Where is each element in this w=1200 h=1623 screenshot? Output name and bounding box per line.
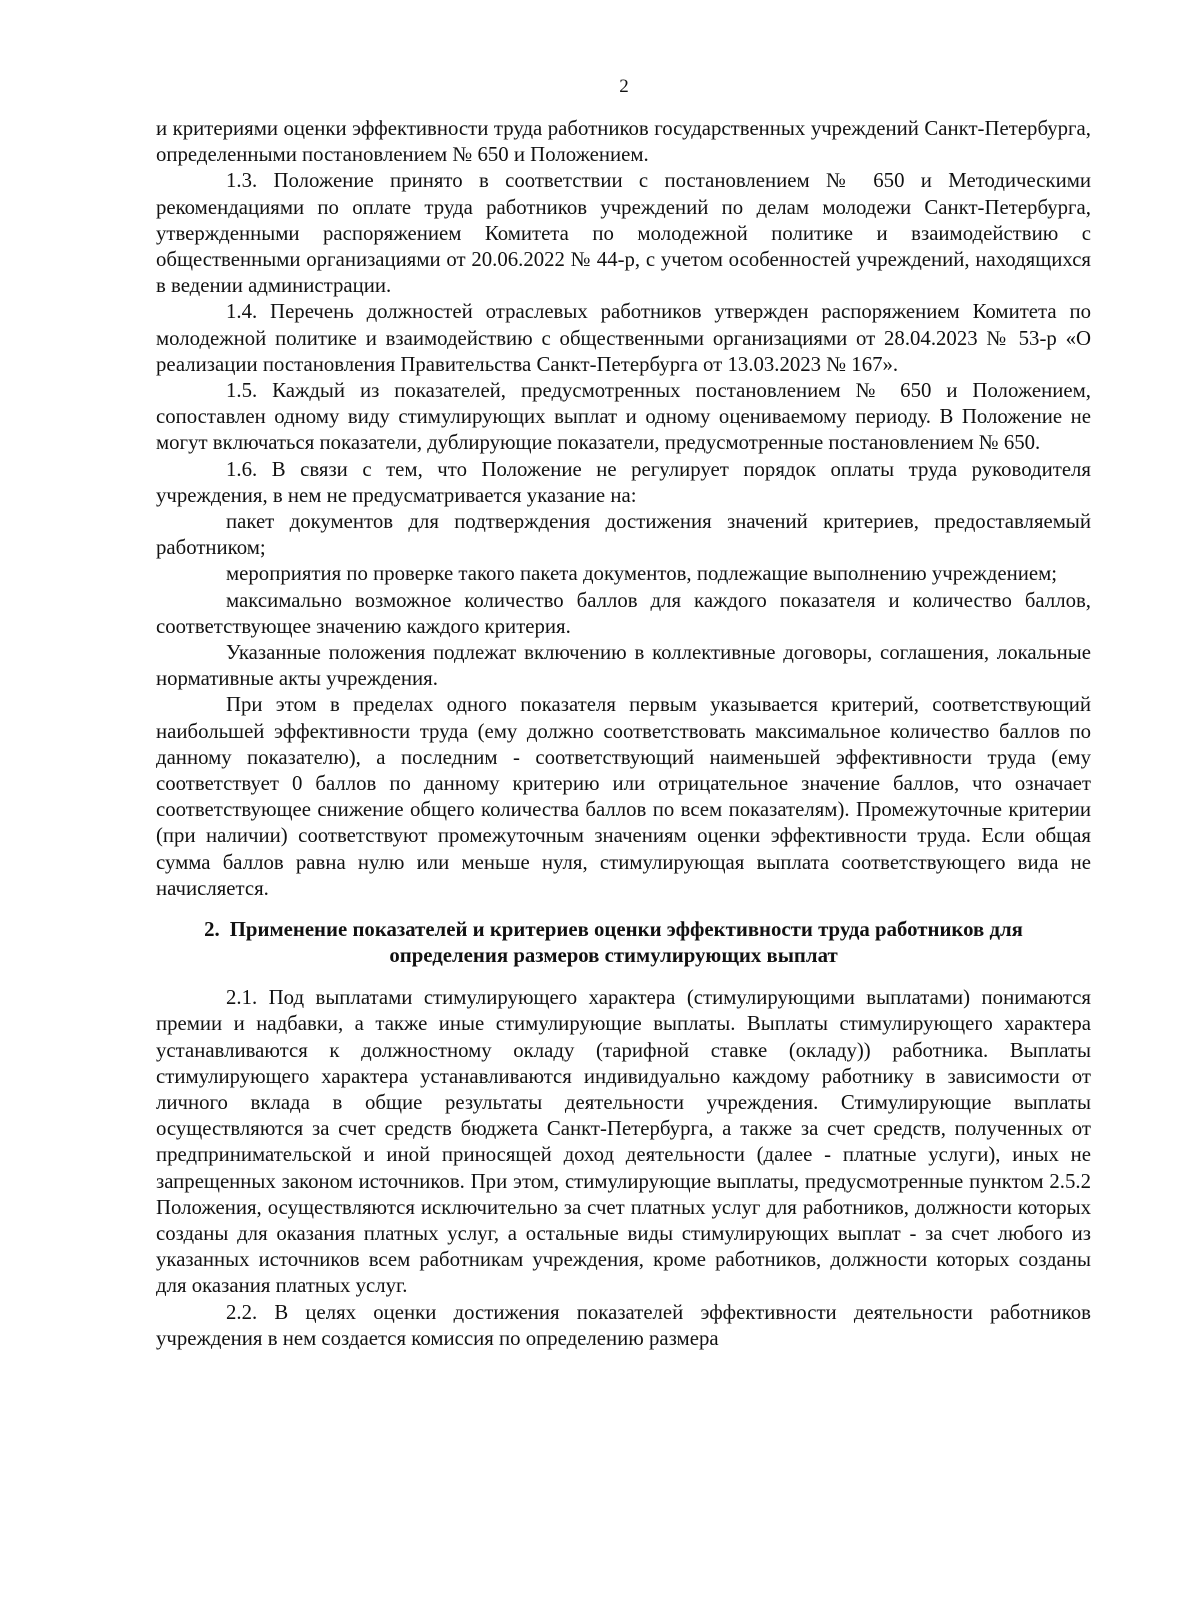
section-2-number: 2. [204,918,220,942]
paragraph-1-6: 1.6. В связи с тем, что Положение не регулирует порядок оплаты труда руководителя учреждения, в нем не предусматривается указание на: [156,457,1091,507]
paragraph-criteria-order: При этом в пределах одного показателя первым указывается критерий, соответствующий наибольшей эффективности труда (ему должно соответствовать максимальное количество баллов по данному показателю), а последним - соответствующий наименьшей эффективности труда (ему соответствует 0 баллов по данному критерию или отрицательное значение баллов, что означает соответствующее снижение общего количества баллов по всем показателям). Промежуточные критерии (при наличии) соответствуют промежуточным значениям оценки эффективности труда. Если общая сумма баллов равна нулю или меньше нуля, стимулирующая выплата соответствующего вида не начисляется. [156,693,1091,900]
paragraph-1-5: 1.5. Каждый из показателей, предусмотренных постановлением № 650 и Положением, сопоставлен одному виду стимулирующих выплат и одному оцениваемому периоду. В Положение не могут включаться показатели, дублирующие показатели, предусмотренные постановлением № 650. [156,379,1091,455]
list-item-max-points: максимально возможное количество баллов для каждого показателя и количество баллов, соответствующее значению каждого критерия. [156,588,1091,638]
list-item-verification-measures: мероприятия по проверке такого пакета документов, подлежащие выполнению учреждением; [226,562,1058,586]
paragraph-indicated-provisions: Указанные положения подлежат включению в коллективные договоры, соглашения, локальные нормативные акты учреждения. [156,641,1091,691]
paragraph-2-1: 2.1. Под выплатами стимулирующего характера (стимулирующими выплатами) понимаются премии и надбавки, а также иные стимулирующие выплаты. Выплаты стимулирующего характера устанавливаются к должностному окладу (тарифной ставке (окладу)) работника. Выплаты стимулирующего характера устанавливаются индивидуально каждому работнику в зависимости от личного вклада в общие результаты деятельности учреждения. Стимулирующие выплаты осуществляются за счет средств бюджета Санкт-Петербурга, а также за счет средств, полученных от предпринимательской и иной приносящей доход деятельности (далее - платные услуги), иных не запрещенных законом источников. При этом, стимулирующие выплаты, предусмотренные пунктом 2.5.2 Положения, осуществляются исключительно за счет платных услуг для работников, должности которых созданы для оказания платных услуг, а остальные виды стимулирующих выплат - за счет любого из указанных источников всем работникам учреждения, кроме работников, должности которых созданы для оказания платных услуг. [156,986,1091,1298]
section-2-heading [156,917,1091,969]
paragraph-intro: и критериями оценки эффективности труда работников государственных учреждений Санкт-Петербурга, определенными постановлением № 650 и Положением. [156,117,1091,167]
section-2-title: Применение показателей и критериев оценки эффективности труда работников для определения размеров стимулирующих выплат [229,918,1023,968]
paragraph-2-2: 2.2. В целях оценки достижения показателей эффективности деятельности работников учреждения в нем создается комиссия по определению размера [156,1300,1091,1350]
page-number: 2 [619,76,629,97]
document-body [156,116,1091,1352]
paragraph-1-4: 1.4. Перечень должностей отраслевых работников утвержден распоряжением Комитета по молодежной политике и взаимодействию с общественными организациями от 28.04.2023 № 53-р «О реализации постановления Правительства Санкт-Петербурга от 13.03.2023 № 167». [156,300,1091,376]
list-item-documents-package: пакет документов для подтверждения достижения значений критериев, предоставляемый работником; [156,510,1091,560]
paragraph-1-3: 1.3. Положение принято в соответствии с постановлением № 650 и Методическими рекомендациями по оплате труда работников учреждений по делам молодежи Санкт-Петербурга, утвержденными распоряжением Комитета по молодежной политике и взаимодействию с общественными организациями от 20.06.2022 № 44-р, с учетом особенностей учреждений, находящихся в ведении администрации. [156,169,1091,298]
